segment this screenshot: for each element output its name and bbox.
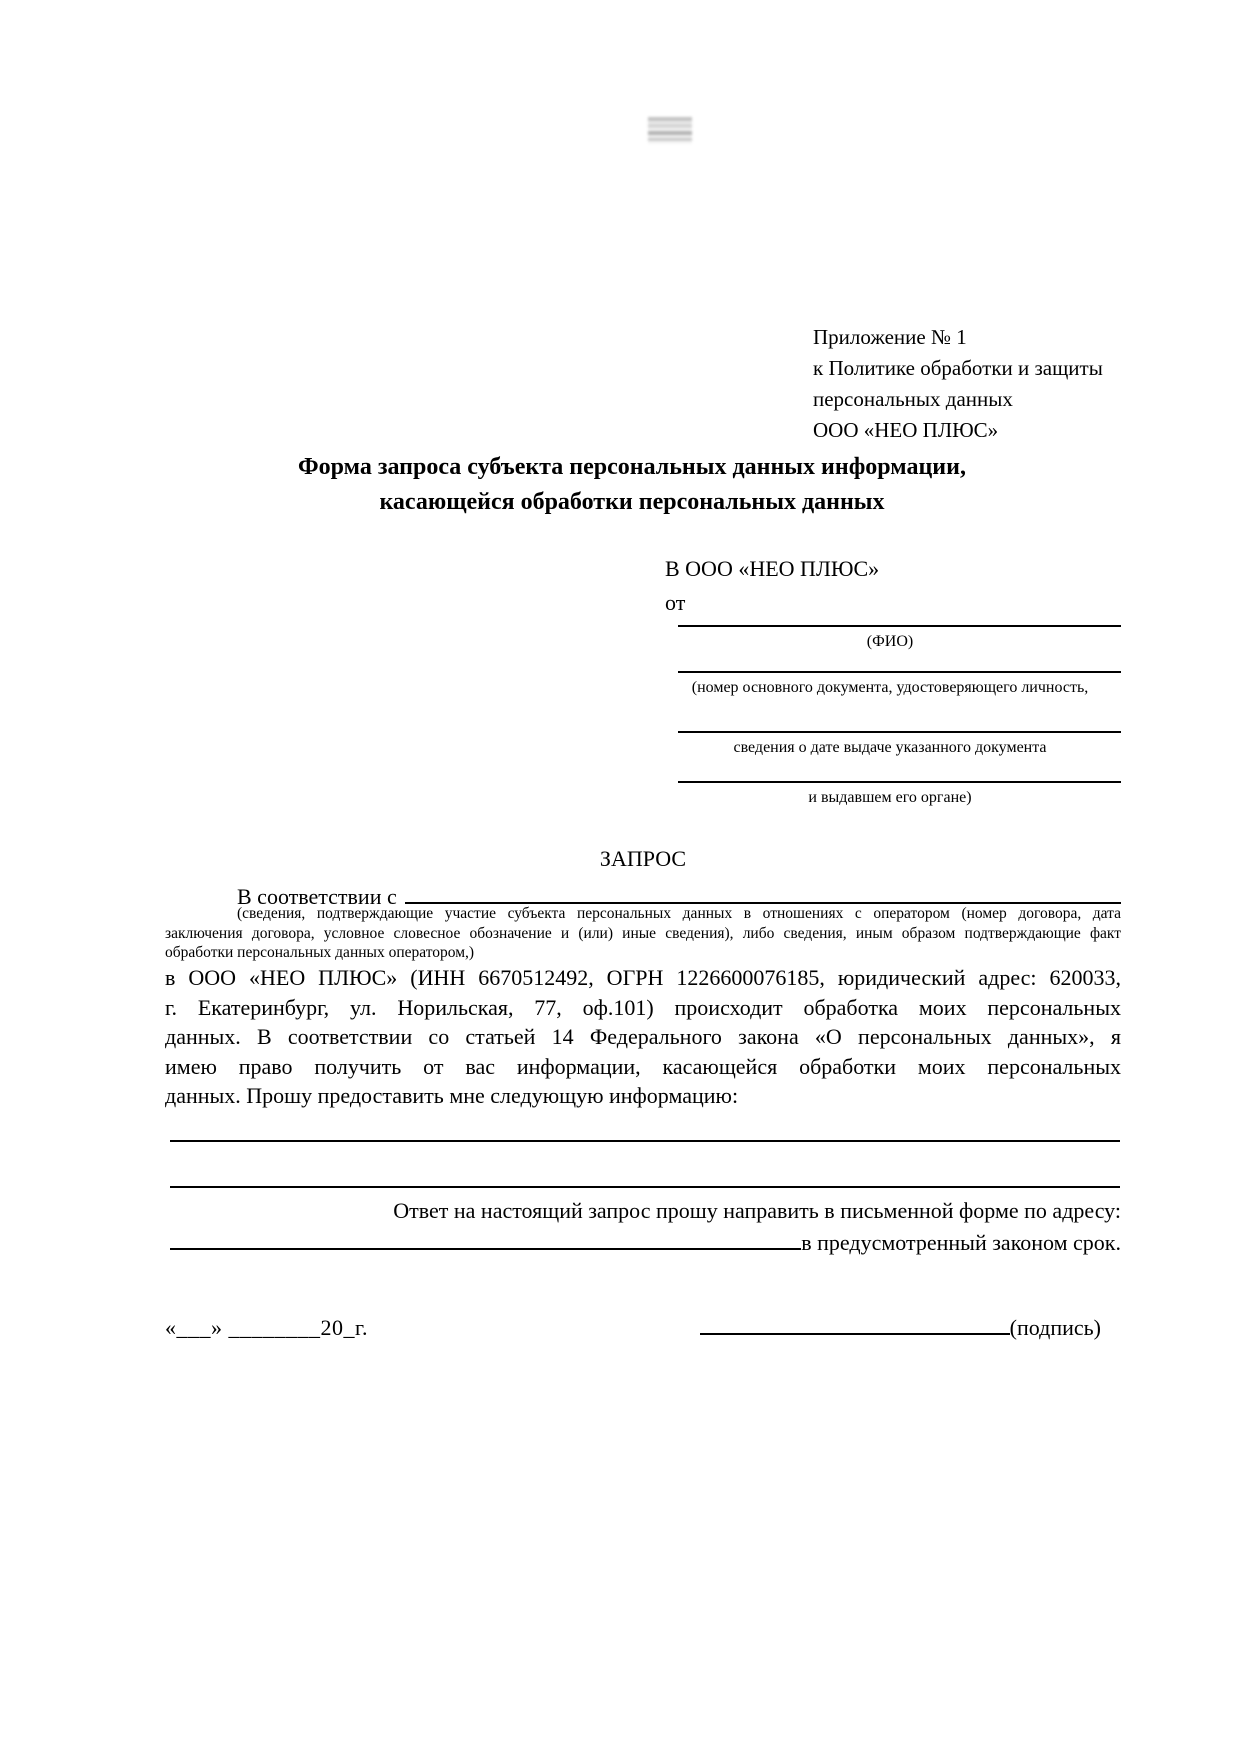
document-number-blank-line — [678, 671, 1121, 673]
signature-caption: (подпись) — [1009, 1315, 1101, 1340]
request-heading: ЗАПРОС — [599, 846, 687, 871]
body-line: г. Екатеринбург, ул. Норильская, 77, оф.101) происходит обработка моих персональных — [165, 994, 1121, 1020]
issue-date-caption: сведения о дате выдаче указанного документа — [733, 739, 1047, 756]
fine-print-line: заключения договора, условное словесное обозначение и (или) иные сведения), либо сведения, иным образом подтверждающие факт — [165, 924, 1121, 942]
reply-line-2 — [165, 1226, 1121, 1258]
document-title-line: касающейся обработки персональных данных — [379, 489, 885, 515]
fio-blank-line — [678, 625, 1121, 627]
appendix-header — [813, 322, 1103, 446]
from-label: от — [665, 590, 686, 615]
reply-line-2-text: в предусмотренный законом срок. — [801, 1230, 1121, 1255]
issuing-authority-blank-line — [678, 781, 1121, 783]
appendix-line: к Политике обработки и защиты — [813, 356, 1103, 380]
information-blank-line-1 — [170, 1140, 1120, 1142]
appendix-line: ООО «НЕО ПЛЮС» — [813, 418, 999, 442]
address-blank-line — [170, 1226, 801, 1250]
signature-blank-line — [700, 1311, 1010, 1335]
addressee-line: В ООО «НЕО ПЛЮС» — [665, 556, 880, 581]
reply-line-1: Ответ на настоящий запрос прошу направить в письменной форме по адресу: — [393, 1198, 1121, 1223]
body-line: данных. В соответствии со статьей 14 Федерального закона «О персональных данных», я — [165, 1024, 1121, 1049]
signature-area — [700, 1311, 1101, 1341]
document-number-caption: (номер основного документа, удостоверяющего личность, — [691, 679, 1089, 696]
date-blank: «___» ________20_г. — [165, 1315, 369, 1340]
document-title-line: Форма запроса субъекта персональных данных информации, — [298, 454, 966, 480]
appendix-line: персональных данных — [813, 387, 1013, 411]
information-blank-line-2 — [170, 1186, 1120, 1188]
fine-print-line: обработки персональных данных оператором,) — [165, 944, 475, 961]
fio-caption: (ФИО) — [866, 633, 914, 650]
body-line: в ООО «НЕО ПЛЮС» (ИНН 6670512492, ОГРН 1226600076185, юридический адрес: 620033, — [165, 965, 1121, 990]
issuing-authority-caption: и выдавшем его органе) — [808, 789, 972, 806]
body-line: имею право получить от вас информации, касающейся обработки моих персональных — [165, 1053, 1121, 1079]
accordance-blank-line — [405, 880, 1121, 904]
body-line: данных. Прошу предоставить мне следующую информацию: — [165, 1083, 739, 1108]
body-paragraph — [165, 963, 1121, 1111]
document-title — [143, 450, 1121, 520]
appendix-line: Приложение № 1 — [813, 325, 967, 349]
reply-paragraph — [165, 1196, 1121, 1258]
blurred-thumbnail-image — [648, 117, 692, 144]
accordance-lead: В соответствии с — [237, 884, 397, 909]
date-signature-row — [165, 1311, 1121, 1341]
fine-print-note — [165, 904, 1121, 963]
issue-date-blank-line — [678, 731, 1121, 733]
fine-print-line: (сведения, подтверждающие участие субъекта персональных данных в отношениях с оператором (номер договора, дата — [237, 905, 1121, 922]
